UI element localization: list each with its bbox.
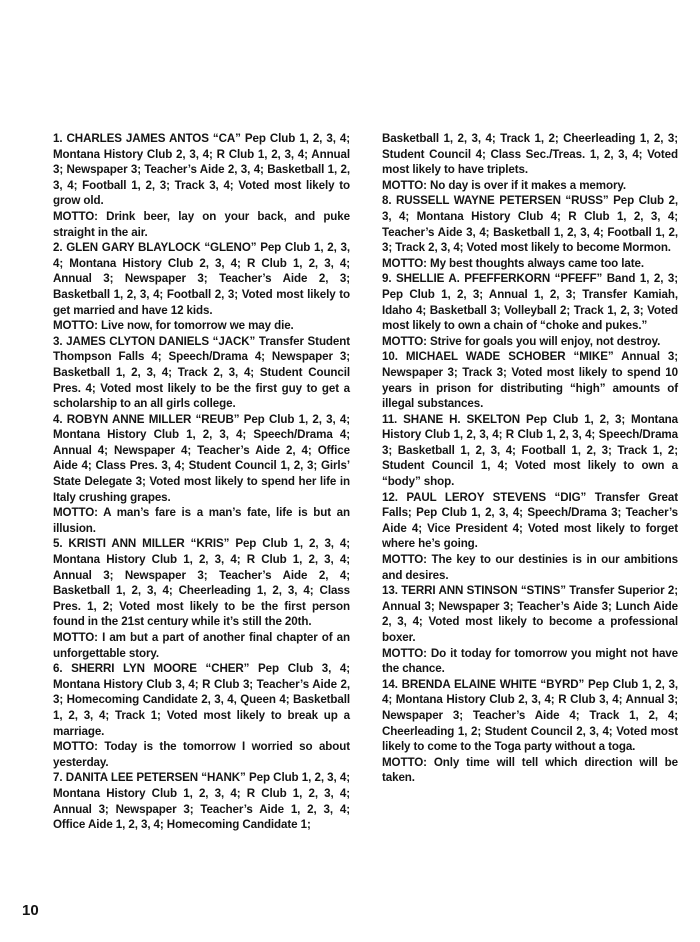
right-column <box>382 131 678 786</box>
entry-4-robyn-miller: 4. ROBYN ANNE MILLER “REUB” Pep Club 1, 2, 3, 4; Montana History Club 1, 2, 3, 4; Speech/Drama 4; Annual 4; Newspaper 4; Teacher’s Aide 2, 4; Office Aide 4; Class Pres. 3, 4; Student Council 1, 2, 3; Girls’ State Delegate 3; Voted most likely to spend her life in Italy crushing grapes. <box>53 412 350 504</box>
motto-5: MOTTO: I am but a part of another final chapter of an unforgettable story. <box>53 631 350 660</box>
motto-4: MOTTO: A man’s fare is a man’s fate, life is but an illusion. <box>53 506 350 535</box>
entry-14-brenda-white: 14. BRENDA ELAINE WHITE “BYRD” Pep Club 1, 2, 3, 4; Montana History Club 2, 3, 4; R Club 3, 4; Annual 3; Newspaper 3; Teacher’s Aide 4; Track 1, 2, 4; Cheerleading 1, 2; Student Council 2, 3, 4; Voted most likely to come to the Toga party without a toga. <box>382 677 678 754</box>
entry-9-shellie-pfefferkorn: 9. SHELLIE A. PFEFFERKORN “PFEFF” Band 1, 2, 3; Pep Club 1, 2, 3; Annual 1, 2, 3; Transfer Kamiah, Idaho 4; Basketball 3; Volleyball 2; Track 1, 2, 3; Voted most likely to own a chain of “choke and pukes.” <box>382 272 678 333</box>
motto-14: MOTTO: Only time will tell which direction will be taken. <box>382 755 678 785</box>
entry-13-terri-stinson: 13. TERRI ANN STINSON “STINS” Transfer Superior 2; Annual 3; Newspaper 3; Teacher’s Aide 3; Lunch Aide 2, 3, 4; Voted most likely to become a professional boxer. <box>382 584 678 644</box>
motto-7: MOTTO: No day is over if it makes a memory. <box>382 178 626 192</box>
entry-11-shane-skelton: 11. SHANE H. SKELTON Pep Club 1, 2, 3; Montana History Club 1, 2, 3, 4; R Club 1, 2, 3, 4; Speech/Drama 3; Basketball 1, 2, 3, 4; Football 1, 2, 3; Track 1, 2; Student Council 1, 4; Voted most likely to own a “body” shop. <box>382 412 678 489</box>
motto-9: MOTTO: Strive for goals you will enjoy, not destroy. <box>382 334 661 348</box>
entry-2-glen-blaylock: 2. GLEN GARY BLAYLOCK “GLENO” Pep Club 1, 2, 3, 4; Montana History Club 2, 3, 4; R Club 1, 2, 3, 4; Annual 3; Newspaper 3; Teacher’s Aide 2, 3; Basketball 1, 2, 3, 4; Football 2, 3; Voted most likely to get married and have 12 kids. <box>53 241 350 317</box>
motto-6: MOTTO: Today is the tomorrow I worried so about yesterday. <box>53 740 350 769</box>
entry-1-charles-antos: 1. CHARLES JAMES ANTOS “CA” Pep Club 1, 2, 3, 4; Montana History Club 2, 3, 4; R Club 1, 2, 3, 4; Annual 3; Newspaper 3; Teacher’s Aide 2, 3, 4; Basketball 1, 2, 3, 4; Football 1, 2, 3; Track 3, 4; Voted most likely to grow old. <box>53 132 350 208</box>
entry-7-danita-petersen: 7. DANITA LEE PETERSEN “HANK” Pep Club 1, 2, 3, 4; Montana History Club 1, 2, 3, 4; R Club 1, 2, 3, 4; Annual 3; Newspaper 3; Teacher’s Aide 1, 2, 3, 4; Office Aide 1, 2, 3, 4; Homecoming Candidate 1; <box>53 771 350 832</box>
entry-8-russell-petersen: 8. RUSSELL WAYNE PETERSEN “RUSS” Pep Club 2, 3, 4; Montana History Club 4; R Club 1, 2, 3, 4; Teacher’s Aide 3, 4; Basketball 1, 2, 3, 4; Football 1, 2, 3; Track 2, 3, 4; Voted most likely to become Mormon. <box>382 194 678 255</box>
entry-6-sherri-moore: 6. SHERRI LYN MOORE “CHER” Pep Club 3, 4; Montana History Club 3, 4; R Club 3; Teacher’s Aide 2, 3; Homecoming Candidate 2, 3, 4, Queen 4; Basketball 1, 2, 3, 4; Track 1; Voted most likely to break up a marriage. <box>53 662 350 738</box>
entry-3-james-daniels: 3. JAMES CLYTON DANIELS “JACK” Transfer Student Thompson Falls 4; Speech/Drama 4; Newspaper 3; Basketball 1, 2, 3, 4; Track 2, 3, 4; Student Council Pres. 4; Voted most likely to be the first guy to get a scholarship to an all girls college. <box>53 334 350 411</box>
motto-1: MOTTO: Drink beer, lay on your back, and puke straight in the air. <box>53 209 350 239</box>
entry-12-paul-stevens: 12. PAUL LEROY STEVENS “DIG” Transfer Great Falls; Pep Club 1, 2, 3, 4; Speech/Drama 3; Teacher’s Aide 4; Vice President 4; Voted most likely to forget where he’s going. <box>382 490 678 551</box>
entry-5-kristi-miller: 5. KRISTI ANN MILLER “KRIS” Pep Club 1, 2, 3, 4; Montana History Club 1, 2, 3, 4; R Club 1, 2, 3, 4; Annual 3; Newspaper 3; Teacher’s Aide 2, 4; Basketball 1, 2, 3, 4; Cheerleading 1, 2, 3, 4; Class Pres. 1, 2; Voted most likely to be the first person found in the 21st century while it’s still the 20th. <box>53 537 350 629</box>
motto-2: MOTTO: Live now, for tomorrow we may die. <box>53 319 294 333</box>
motto-13: MOTTO: Do it today for tomorrow you might not have the chance. <box>382 646 678 676</box>
page-number: 10 <box>22 902 39 919</box>
left-column <box>53 131 350 833</box>
entry-10-michael-schober: 10. MICHAEL WADE SCHOBER “MIKE” Annual 3; Newspaper 3; Track 3; Voted most likely to spend 10 years in prison for distributing “high” amounts of illegal substances. <box>382 350 678 411</box>
motto-8: MOTTO: My best thoughts always came too late. <box>382 256 644 270</box>
entry-7-continued: Basketball 1, 2, 3, 4; Track 1, 2; Cheerleading 1, 2, 3; Student Council 4; Class Sec./Treas. 1, 2, 3, 4; Voted most likely to have triplets. <box>382 132 678 177</box>
motto-12: MOTTO: The key to our destinies is in our ambitions and desires. <box>382 553 678 582</box>
